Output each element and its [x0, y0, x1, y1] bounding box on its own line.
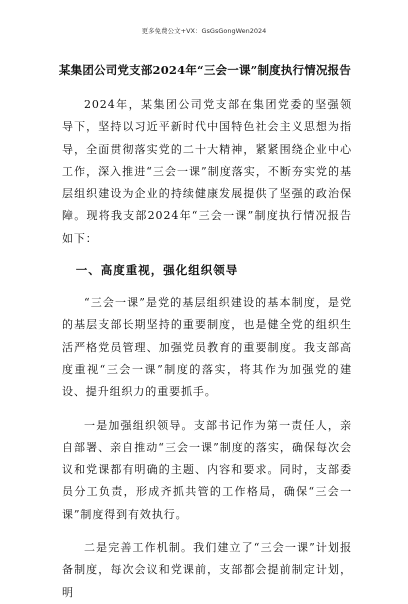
- paragraph-gap: [62, 526, 352, 537]
- section1-paragraph: “三会一课”是党的基层组织建设的基本制度，是党的基层支部长期坚持的重要制度，也是健全党的组织生活严格党员管理、加强党员教育的重要制度。我支部高度重视“三会一课”制度的落实，将其作为加强党的建设、提升组织力的重要抓手。: [62, 296, 352, 399]
- document-body: [62, 94, 352, 604]
- paragraph-gap: [62, 404, 352, 415]
- watermark-text: 更多免费公文+VX：GsGsGongWen2024: [141, 27, 267, 35]
- intro-paragraph: 2024年，某集团公司党支部在集团党委的坚强领导下，坚持以习近平新时代中国特色社会主义思想为指导，全面贯彻落实党的二十大精神，紧紧围绕企业中心工作，深入推进“三会一课”制度落实，不断夯实党的基层组织建设为企业的持续健康发展提供了坚强的政治保障。现将我支部2024年“三会一课”制度执行情况报告如下：: [62, 98, 352, 245]
- document-title: 某集团公司党支部2024年“三会一课”制度执行情况报告: [58, 63, 352, 77]
- section-heading-1: 一、高度重视，强化组织领导: [75, 263, 239, 278]
- section1-paragraph: 二是完善工作机制。我们建立了“三会一课”计划报备制度，每次会议和党课前，支部都会提前制定计划，明: [62, 541, 352, 599]
- section1-paragraph: 一是加强组织领导。支部书记作为第一责任人，亲自部署、亲自推动“三会一课”制度的落实，确保每次会议和党课都有明确的主题、内容和要求。同时，支部委员分工负责，形成齐抓共管的工作格局，确保“三会一课”制度得到有效执行。: [62, 418, 352, 521]
